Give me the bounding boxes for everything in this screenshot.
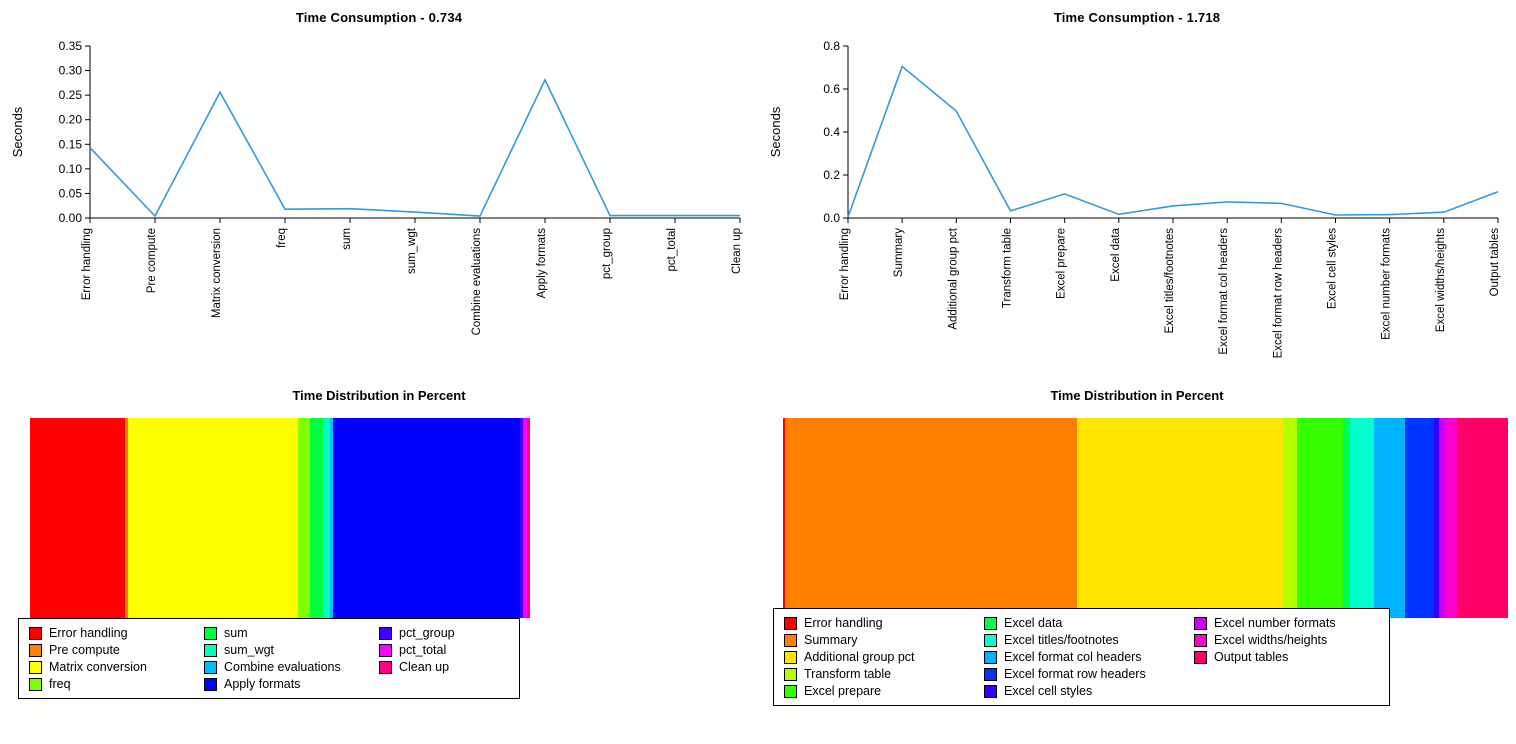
left-legend-label: Error handling bbox=[49, 626, 128, 640]
svg-text:0.25: 0.25 bbox=[58, 88, 82, 103]
legend-swatch-icon bbox=[984, 685, 997, 698]
legend-swatch-icon bbox=[379, 644, 392, 657]
left-stacked-bar-segment bbox=[310, 418, 323, 618]
svg-text:0.8: 0.8 bbox=[823, 39, 840, 53]
legend-swatch-icon bbox=[784, 668, 797, 681]
svg-text:Excel format row headers: Excel format row headers bbox=[1272, 228, 1285, 359]
svg-text:0.20: 0.20 bbox=[58, 112, 82, 127]
left-legend-item bbox=[204, 660, 379, 674]
legend-swatch-icon bbox=[204, 678, 217, 691]
svg-text:Error handling: Error handling bbox=[81, 228, 93, 301]
right-legend-item bbox=[984, 667, 1194, 681]
legend-swatch-icon bbox=[29, 627, 42, 640]
legend-swatch-icon bbox=[379, 661, 392, 674]
legend-swatch-icon bbox=[784, 634, 797, 647]
right-legend-item bbox=[784, 684, 984, 698]
left-legend-label: Matrix conversion bbox=[49, 660, 147, 674]
legend-swatch-icon bbox=[984, 634, 997, 647]
right-legend-label: Excel number formats bbox=[1214, 616, 1336, 630]
left-line-chart-svg bbox=[0, 38, 758, 368]
left-stacked-bar-wrap bbox=[30, 418, 530, 618]
svg-text:Combine evaluations: Combine evaluations bbox=[471, 228, 483, 336]
right-line-chart bbox=[758, 38, 1516, 368]
right-legend-item bbox=[784, 650, 984, 664]
right-legend-item bbox=[1194, 650, 1379, 664]
right-legend-column bbox=[984, 616, 1194, 698]
left-stacked-bar-segment bbox=[30, 418, 125, 618]
right-stacked-bar bbox=[783, 418, 1508, 618]
right-legend-item bbox=[984, 684, 1194, 698]
legend-swatch-icon bbox=[984, 668, 997, 681]
right-stacked-bar-segment bbox=[1446, 418, 1457, 618]
right-legend-item bbox=[984, 650, 1194, 664]
svg-text:0.4: 0.4 bbox=[823, 125, 840, 139]
legend-swatch-icon bbox=[29, 644, 42, 657]
svg-text:Pre compute: Pre compute bbox=[146, 228, 158, 294]
legend-swatch-icon bbox=[784, 651, 797, 664]
left-legend-item bbox=[29, 677, 204, 691]
left-legend-label: pct_group bbox=[399, 626, 455, 640]
legend-swatch-icon bbox=[1194, 651, 1207, 664]
right-legend-label: Output tables bbox=[1214, 650, 1289, 664]
svg-text:Excel prepare: Excel prepare bbox=[1055, 228, 1068, 299]
right-legend-item bbox=[784, 616, 984, 630]
left-legend-label: Apply formats bbox=[224, 677, 301, 691]
left-legend-item bbox=[379, 643, 509, 657]
left-legend-label: Clean up bbox=[399, 660, 450, 674]
svg-text:freq: freq bbox=[276, 228, 288, 248]
right-legend-label: Additional group pct bbox=[804, 650, 915, 664]
legend-swatch-icon bbox=[204, 661, 217, 674]
left-legend-label: sum bbox=[224, 626, 248, 640]
left-stacked-bar-segment bbox=[527, 418, 530, 618]
left-legend-column bbox=[204, 626, 379, 691]
right-bar-chart-title: Time Distribution in Percent bbox=[1050, 388, 1224, 403]
svg-text:Output tables: Output tables bbox=[1489, 228, 1501, 297]
right-stacked-bar-segment bbox=[1297, 418, 1343, 618]
left-line-chart-title: Time Consumption - 0.734 bbox=[295, 10, 463, 25]
right-legend-label: Error handling bbox=[804, 616, 883, 630]
left-legend-label: pct_total bbox=[399, 643, 447, 657]
svg-text:Seconds: Seconds bbox=[768, 106, 783, 158]
left-legend-item bbox=[379, 626, 509, 640]
right-legend bbox=[773, 608, 1390, 706]
right-stacked-bar-segment bbox=[1374, 418, 1405, 618]
svg-text:Excel data: Excel data bbox=[1109, 228, 1122, 282]
right-legend-label: Summary bbox=[804, 633, 858, 647]
left-stacked-bar-segment bbox=[323, 418, 331, 618]
left-legend bbox=[18, 618, 520, 699]
right-legend-label: Excel titles/footnotes bbox=[1004, 633, 1119, 647]
left-legend-item bbox=[29, 643, 204, 657]
svg-text:pct_total: pct_total bbox=[666, 228, 678, 272]
right-stacked-bar-wrap bbox=[783, 418, 1508, 618]
left-legend-column bbox=[379, 626, 509, 691]
svg-text:0.2: 0.2 bbox=[823, 168, 840, 182]
left-legend-label: Combine evaluations bbox=[224, 660, 341, 674]
svg-text:sum_wgt: sum_wgt bbox=[406, 228, 418, 275]
svg-text:Excel cell styles: Excel cell styles bbox=[1326, 228, 1339, 310]
left-legend-column bbox=[29, 626, 204, 691]
legend-swatch-icon bbox=[204, 627, 217, 640]
left-stacked-bar-segment bbox=[128, 418, 298, 618]
right-legend-label: Excel data bbox=[1004, 616, 1063, 630]
svg-text:0.30: 0.30 bbox=[58, 63, 82, 78]
svg-text:pct_group: pct_group bbox=[601, 228, 613, 280]
legend-swatch-icon bbox=[29, 661, 42, 674]
legend-swatch-icon bbox=[984, 651, 997, 664]
svg-text:0.15: 0.15 bbox=[58, 137, 82, 152]
svg-text:0.6: 0.6 bbox=[823, 82, 840, 96]
right-stacked-bar-segment bbox=[1405, 418, 1434, 618]
left-bar-chart-title: Time Distribution in Percent bbox=[292, 388, 466, 403]
svg-text:Excel titles/footnotes: Excel titles/footnotes bbox=[1164, 228, 1176, 334]
svg-text:Transform table: Transform table bbox=[1001, 228, 1014, 309]
svg-text:0.05: 0.05 bbox=[58, 186, 82, 201]
left-legend-item bbox=[204, 677, 379, 691]
svg-text:0.00: 0.00 bbox=[58, 211, 82, 225]
svg-text:0.0: 0.0 bbox=[823, 211, 840, 225]
left-legend-label: Pre compute bbox=[49, 643, 120, 657]
right-legend-label: Excel format col headers bbox=[1004, 650, 1142, 664]
right-legend-item bbox=[1194, 633, 1379, 647]
svg-text:Error handling: Error handling bbox=[839, 228, 851, 301]
right-legend-item bbox=[784, 667, 984, 681]
svg-text:Clean up: Clean up bbox=[731, 228, 743, 275]
right-legend-column bbox=[1194, 616, 1379, 698]
legend-swatch-icon bbox=[1194, 617, 1207, 630]
left-legend-item bbox=[204, 643, 379, 657]
legend-swatch-icon bbox=[379, 627, 392, 640]
svg-text:Excel number formats: Excel number formats bbox=[1380, 228, 1393, 340]
legend-swatch-icon bbox=[204, 644, 217, 657]
right-legend-label: Excel format row headers bbox=[1004, 667, 1146, 681]
right-stacked-bar-segment bbox=[1343, 418, 1350, 618]
right-legend-item bbox=[784, 633, 984, 647]
left-legend-label: freq bbox=[49, 677, 71, 691]
svg-text:Excel widths/heights: Excel widths/heights bbox=[1434, 228, 1447, 333]
right-legend-item bbox=[1194, 616, 1379, 630]
svg-text:Additional group pct: Additional group pct bbox=[947, 227, 960, 330]
svg-text:Apply formats: Apply formats bbox=[536, 228, 548, 299]
right-legend-item bbox=[984, 616, 1194, 630]
right-stacked-bar-segment bbox=[1457, 418, 1508, 618]
right-stacked-bar-segment bbox=[1350, 418, 1374, 618]
left-stacked-bar-segment bbox=[298, 418, 310, 618]
svg-text:sum: sum bbox=[341, 228, 353, 250]
right-legend-label: Excel widths/heights bbox=[1214, 633, 1328, 647]
left-stacked-bar-segment bbox=[333, 418, 520, 618]
legend-swatch-icon bbox=[784, 617, 797, 630]
left-legend-label: sum_wgt bbox=[224, 643, 275, 657]
svg-text:Seconds: Seconds bbox=[10, 106, 25, 158]
right-legend-label: Excel prepare bbox=[804, 684, 882, 698]
svg-text:0.35: 0.35 bbox=[58, 39, 82, 53]
legend-swatch-icon bbox=[1194, 634, 1207, 647]
left-legend-item bbox=[379, 660, 509, 674]
right-chart-panel bbox=[758, 0, 1516, 744]
svg-text:Matrix conversion: Matrix conversion bbox=[211, 228, 223, 319]
svg-text:Summary: Summary bbox=[893, 228, 906, 278]
right-stacked-bar-segment bbox=[785, 418, 1077, 618]
right-legend-label: Excel cell styles bbox=[1004, 684, 1093, 698]
right-stacked-bar-segment bbox=[1283, 418, 1297, 618]
right-legend-item bbox=[984, 633, 1194, 647]
svg-text:0.10: 0.10 bbox=[58, 161, 82, 176]
left-legend-item bbox=[29, 660, 204, 674]
right-stacked-bar-segment bbox=[1077, 418, 1283, 618]
left-legend-item bbox=[29, 626, 204, 640]
right-line-chart-svg bbox=[758, 38, 1516, 368]
svg-text:Excel format col headers: Excel format col headers bbox=[1218, 227, 1231, 355]
legend-swatch-icon bbox=[984, 617, 997, 630]
left-line-chart bbox=[0, 38, 758, 368]
legend-swatch-icon bbox=[784, 685, 797, 698]
right-legend-column bbox=[784, 616, 984, 698]
legend-swatch-icon bbox=[29, 678, 42, 691]
right-line-chart-title: Time Consumption - 1.718 bbox=[1053, 10, 1221, 25]
left-legend-item bbox=[204, 626, 379, 640]
right-legend-label: Transform table bbox=[804, 667, 892, 681]
left-stacked-bar bbox=[30, 418, 530, 618]
